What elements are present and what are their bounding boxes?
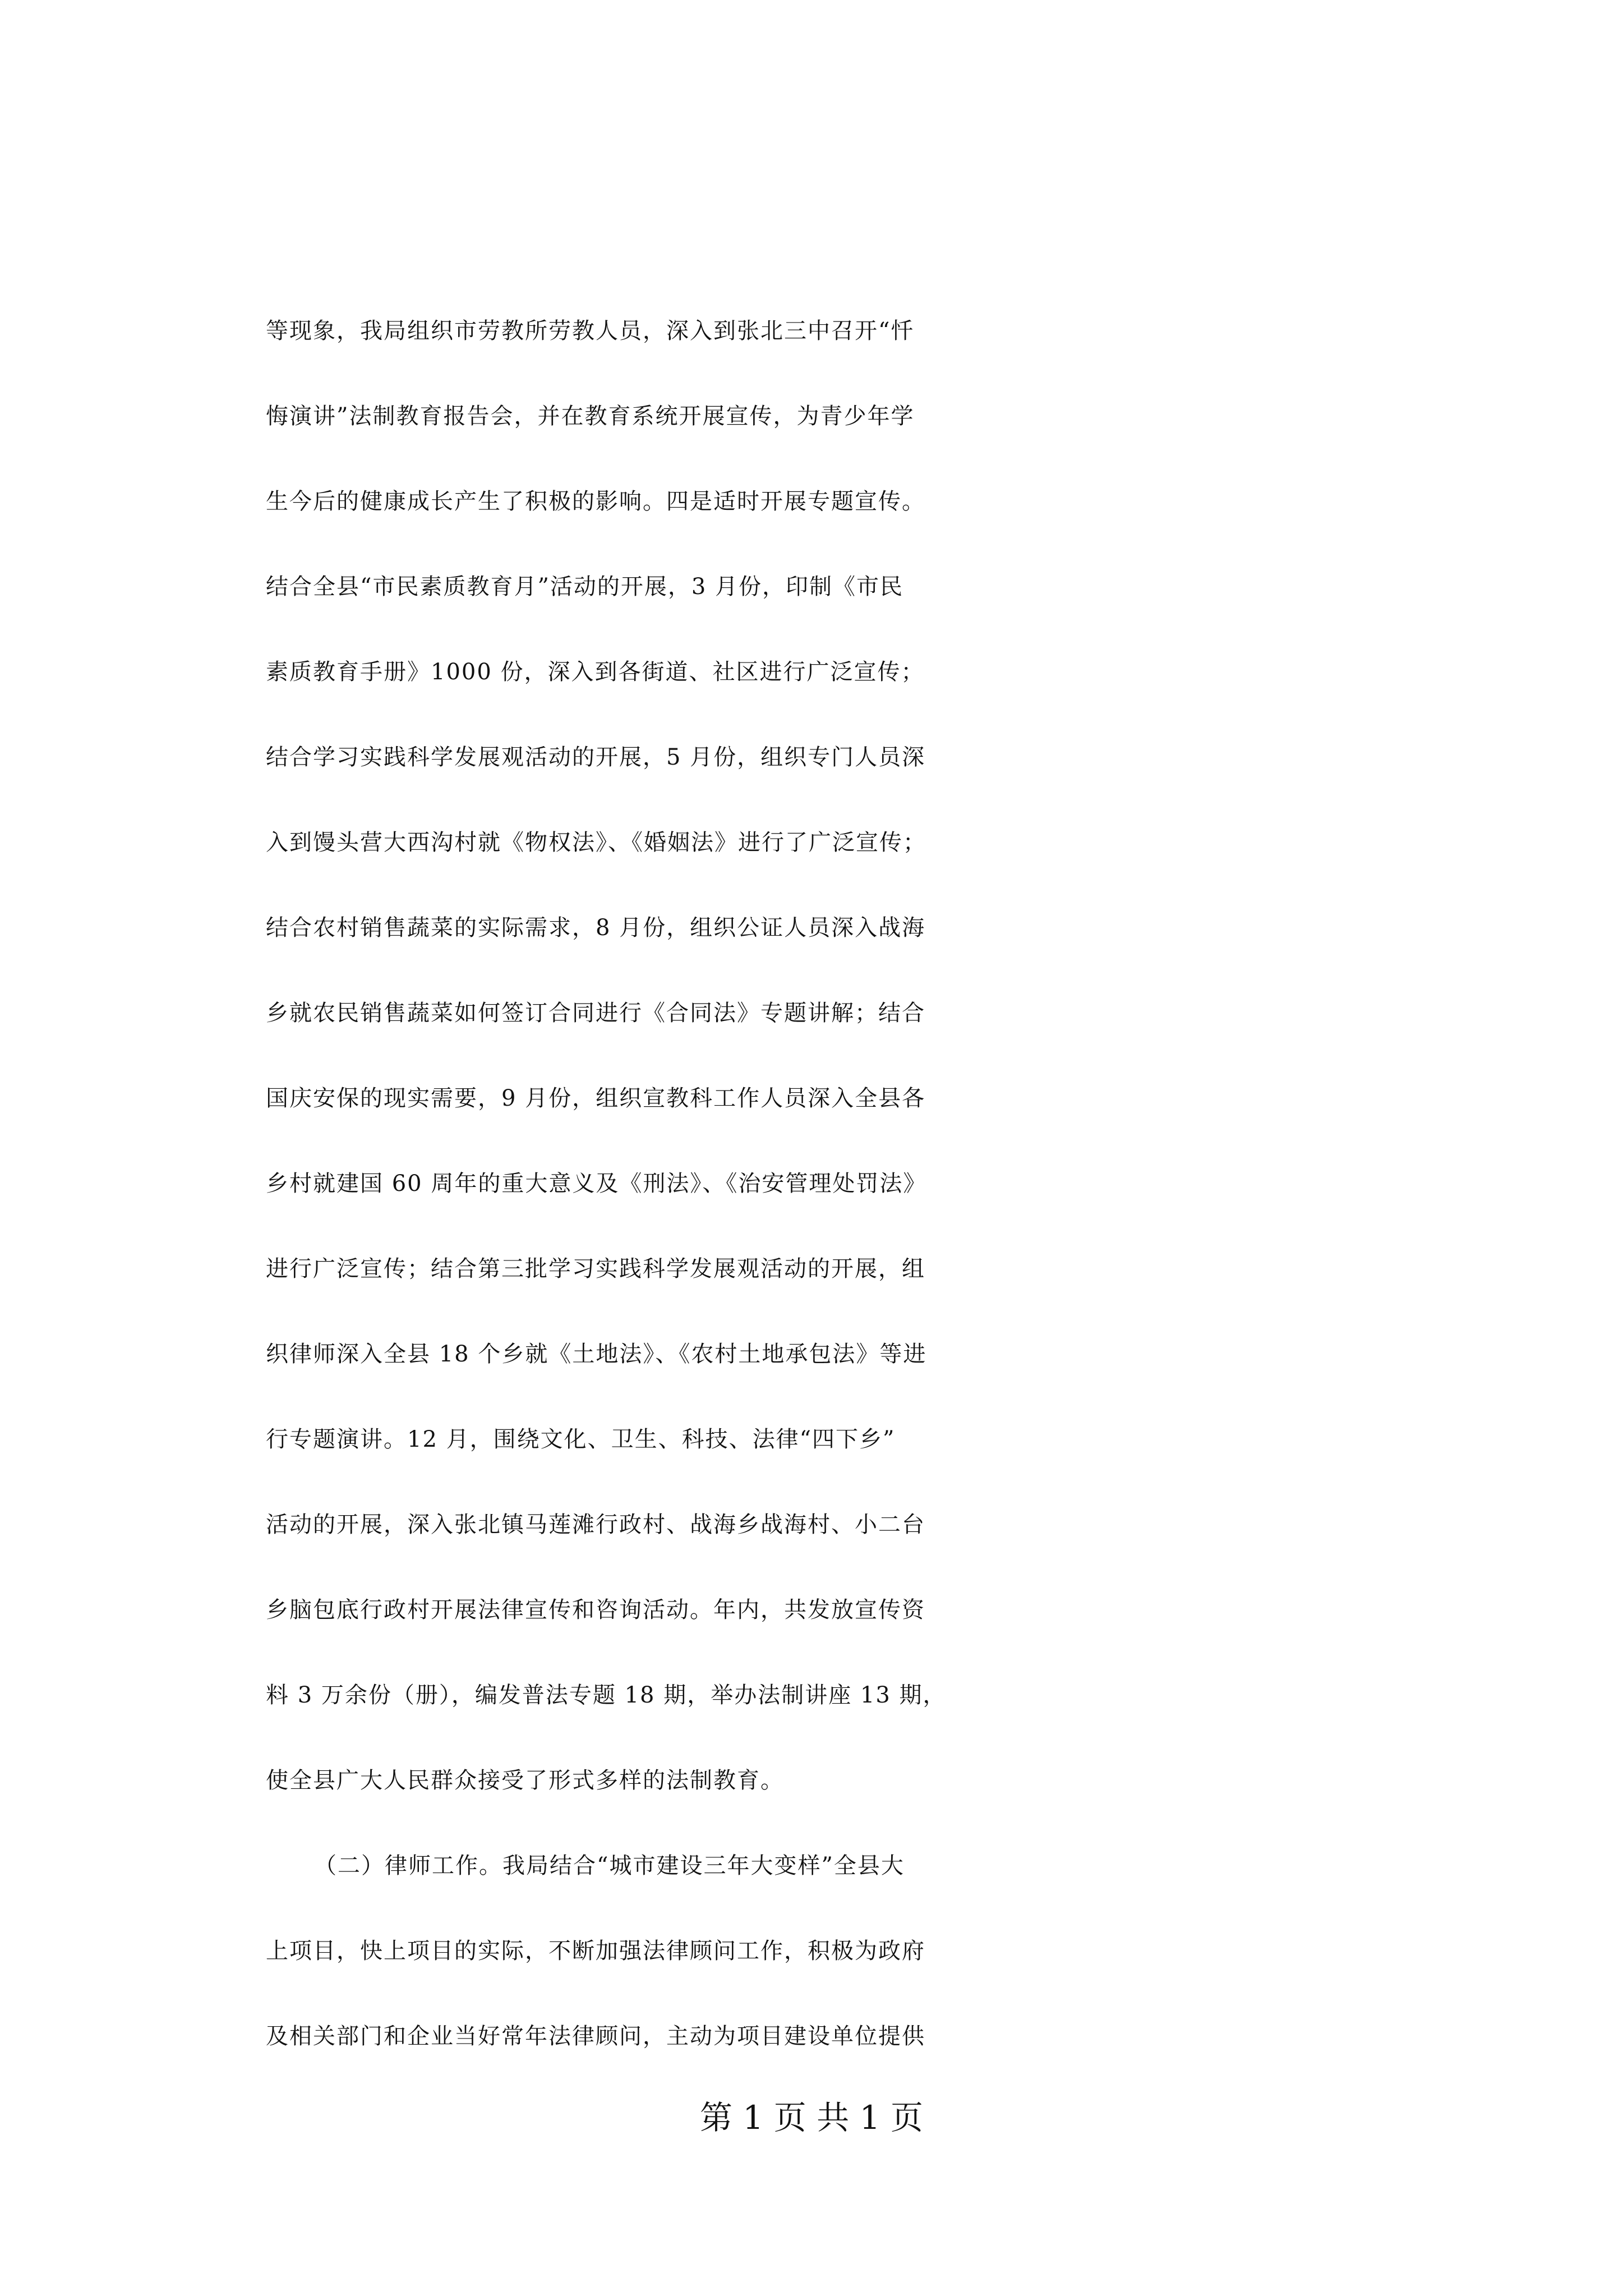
text-line: 使全县广大人民群众接受了形式多样的法制教育。 (266, 1768, 784, 1793)
text-line: 素质教育手册》1000 份，深入到各街道、社区进行广泛宣传； (266, 659, 925, 685)
text-line: 及相关部门和企业当好常年法律顾问，主动为项目建设单位提供 (266, 2023, 925, 2049)
text-line: 结合学习实践科学发展观活动的开展，5 月份，组织专门人员深 (266, 744, 926, 770)
paragraph-start-line: （二）律师工作。我局结合“城市建设三年大变样”全县大 (314, 1853, 905, 1879)
text-line: 乡脑包底行政村开展法律宣传和咨询活动。年内，共发放宣传资 (266, 1597, 925, 1623)
text-line: 国庆安保的现实需要，9 月份，组织宣教科工作人员深入全县各 (266, 1085, 926, 1111)
text-line: 乡村就建国 60 周年的重大意义及《刑法》、《治安管理处罚法》 (266, 1171, 927, 1197)
text-line: 乡就农民销售蔬菜如何签订合同进行《合同法》专题讲解；结合 (266, 1000, 925, 1026)
text-line: 活动的开展，深入张北镇马莲滩行政村、战海乡战海村、小二台 (266, 1512, 925, 1538)
text-line: 结合农村销售蔬菜的实际需求，8 月份，组织公证人员深入战海 (266, 915, 926, 941)
text-line: 料 3 万余份（册），编发普法专题 18 期，举办法制讲座 13 期， (266, 1682, 947, 1708)
text-line: 行专题演讲。12 月，围绕文化、卫生、科技、法律“四下乡” (266, 1427, 896, 1452)
text-line: 生今后的健康成长产生了积极的影响。四是适时开展专题宣传。 (266, 489, 925, 514)
text-line: 上项目，快上项目的实际，不断加强法律顾问工作，积极为政府 (266, 1938, 925, 1964)
text-line: 织律师深入全县 18 个乡就《土地法》、《农村土地承包法》等进 (266, 1341, 927, 1367)
text-line: 结合全县“市民素质教育月”活动的开展，3 月份，印制《市民 (266, 574, 904, 600)
page-number-footer: 第 1 页 共 1 页 (700, 2099, 923, 2137)
text-line: 悔演讲”法制教育报告会，并在教育系统开展宣传，为青少年学 (266, 403, 915, 429)
text-line: 进行广泛宣传；结合第三批学习实践科学发展观活动的开展，组 (266, 1256, 925, 1282)
text-line: 入到馒头营大西沟村就《物权法》、《婚姻法》进行了广泛宣传； (266, 830, 926, 855)
text-line: 等现象，我局组织市劳教所劳教人员，深入到张北三中召开“忏 (266, 318, 915, 344)
